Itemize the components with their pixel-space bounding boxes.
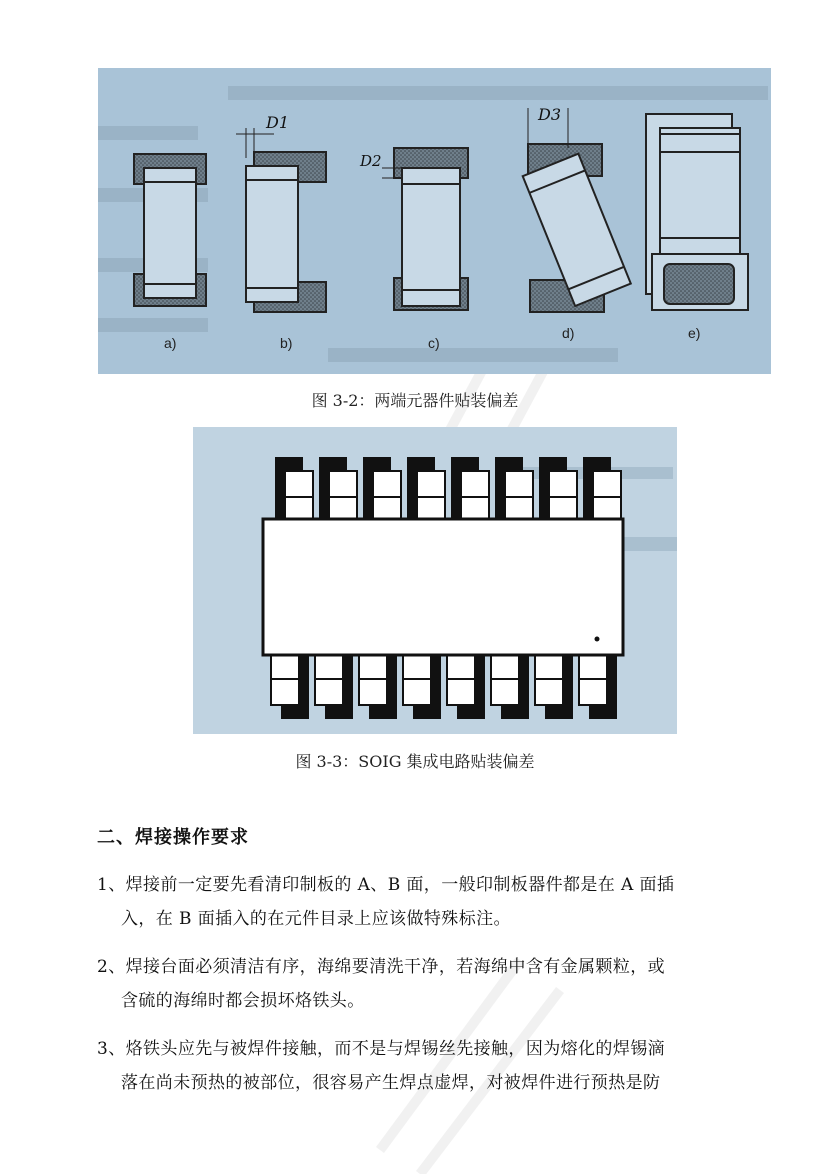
list-item-line2: 落在尚未预热的被部位，很容易产生焊点虚焊，对被焊件进行预热是防: [121, 1073, 661, 1093]
label-e: e): [688, 325, 701, 341]
diagram-c: [382, 148, 468, 310]
diagram-b: [236, 128, 326, 312]
list-item-number: 1、: [97, 875, 126, 895]
list-item-line2: 含硫的海绵时都会损坏烙铁头。: [121, 991, 365, 1011]
diagram-a: [134, 154, 206, 306]
label-b: b): [280, 335, 293, 351]
dimension-d1: D1: [266, 113, 290, 132]
list-item-number: 2、: [97, 957, 126, 977]
diagram-d: [523, 108, 631, 312]
dimension-d2: D2: [360, 152, 382, 170]
dimension-d3: D3: [538, 105, 562, 124]
figure-two-terminal-placement: [98, 68, 771, 374]
label-a: a): [164, 335, 177, 351]
list-item-line1: 焊接前一定要先看清印制板的 A、B 面，一般印制板器件都是在 A 面插: [125, 875, 675, 895]
section-heading: 二、焊接操作要求: [97, 827, 249, 848]
list-item: [97, 1032, 773, 1100]
figure-3-2-caption: 图 3-2：两端元器件贴装偏差: [311, 391, 519, 410]
diagram-e: [646, 114, 748, 310]
list-item: [97, 950, 773, 1018]
list-item: [97, 868, 773, 936]
list-item-number: 3、: [97, 1039, 126, 1059]
label-c: c): [428, 335, 440, 351]
figure-soic-placement: [193, 427, 677, 734]
list-item-line1: 焊接台面必须清洁有序，海绵要清洗干净，若海绵中含有金属颗粒，或: [125, 957, 666, 977]
figure-3-3-caption: 图 3-3：SOIG 集成电路贴装偏差: [295, 752, 535, 771]
label-d: d): [562, 325, 575, 341]
list-item-line2: 入，在 B 面插入的在元件目录上应该做特殊标注。: [121, 909, 511, 929]
list-item-line1: 烙铁头应先与被焊件接触，而不是与焊锡丝先接触，因为熔化的焊锡滴: [125, 1039, 666, 1059]
ic-body: [263, 519, 623, 655]
